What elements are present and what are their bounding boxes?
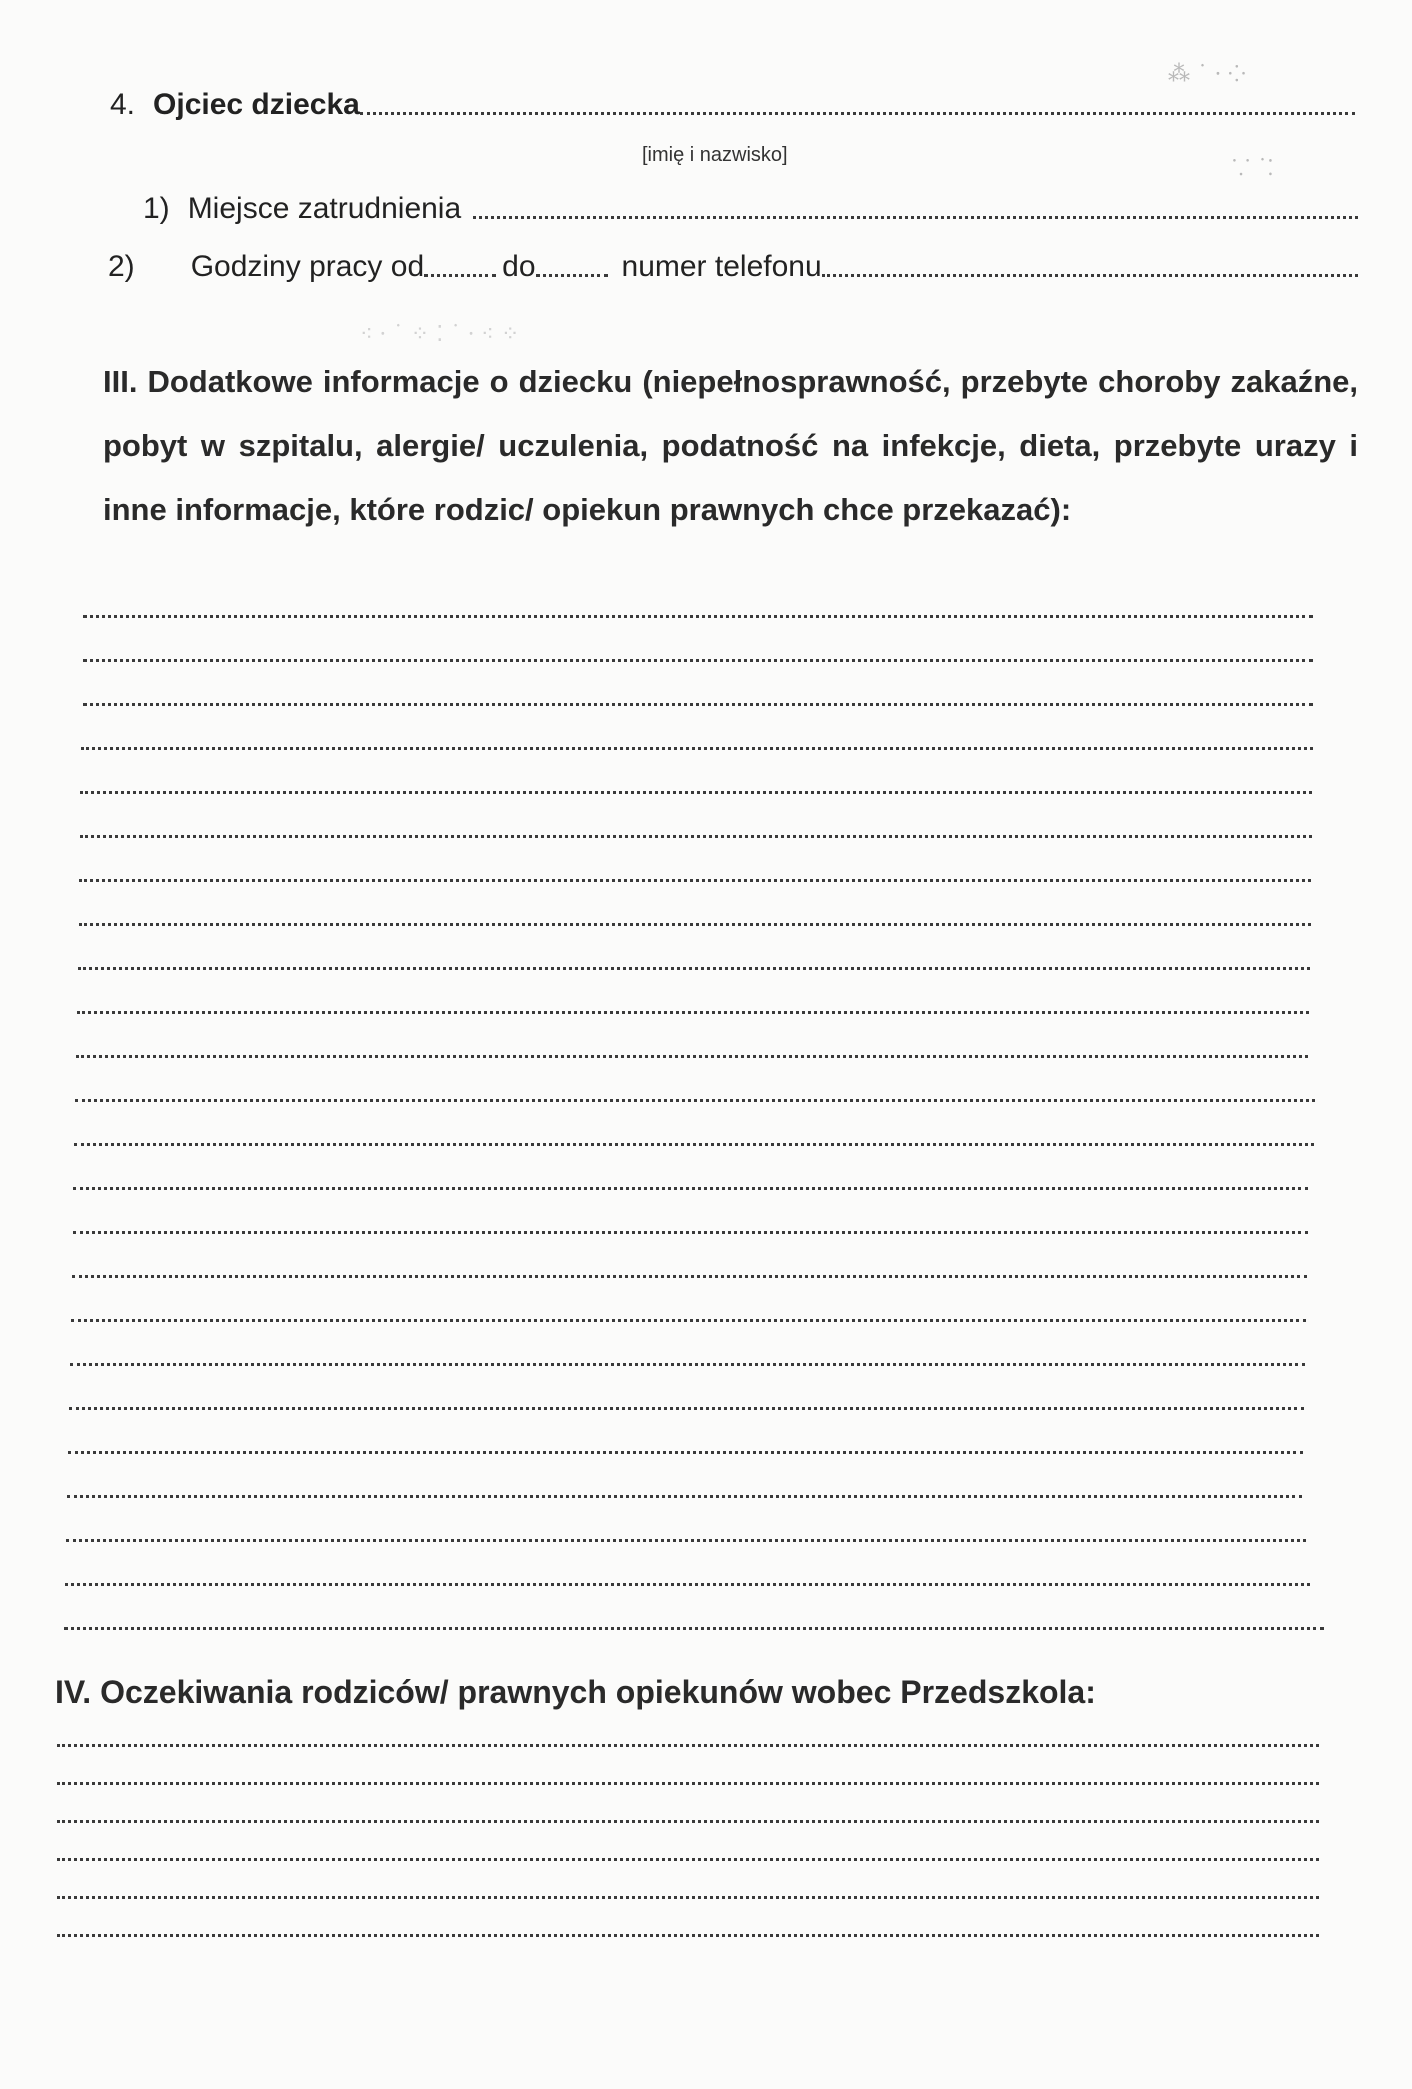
- answer-line[interactable]: [75, 1099, 1315, 1102]
- workplace-number: 1): [143, 192, 170, 225]
- answer-line[interactable]: [83, 615, 1313, 618]
- workplace-label: Miejsce zatrudnienia: [187, 192, 462, 225]
- hours-from-label: Godziny pracy od: [190, 250, 425, 283]
- answer-line[interactable]: [57, 1820, 1319, 1823]
- answer-line[interactable]: [73, 1231, 1308, 1234]
- workplace-field[interactable]: [473, 216, 1358, 219]
- father-label: Ojciec dziecka: [153, 88, 360, 121]
- phone-label: numer telefonu: [621, 250, 822, 283]
- father-name-hint: [imię i nazwisko]: [642, 144, 788, 166]
- answer-line[interactable]: [73, 1187, 1308, 1190]
- hours-to-field[interactable]: [536, 274, 608, 277]
- workplace-row: [143, 180, 1358, 226]
- answer-line[interactable]: [68, 1451, 1303, 1454]
- answer-line[interactable]: [78, 967, 1310, 970]
- answer-line[interactable]: [69, 1407, 1304, 1410]
- scan-mark: ⸪ ˙⁚: [1232, 156, 1273, 181]
- answer-line[interactable]: [79, 923, 1311, 926]
- answer-line[interactable]: [81, 747, 1313, 750]
- answer-line[interactable]: [70, 1363, 1305, 1366]
- scan-mark: ⁖ ⸱ ˙ ⁘ ⁚ ˙ ⸱ ⁖ ⁘: [360, 322, 520, 347]
- scan-mark: ⁂ ˙ ⸱ ⁘: [1168, 62, 1246, 87]
- answer-line[interactable]: [67, 1495, 1302, 1498]
- answer-line[interactable]: [72, 1275, 1307, 1278]
- answer-line[interactable]: [57, 1858, 1319, 1861]
- answer-line[interactable]: [83, 703, 1313, 706]
- answer-line[interactable]: [65, 1583, 1310, 1586]
- answer-line[interactable]: [79, 879, 1311, 882]
- father-number: 4.: [110, 88, 136, 121]
- answer-line[interactable]: [64, 1627, 1324, 1630]
- answer-line[interactable]: [74, 1143, 1314, 1146]
- answer-line[interactable]: [76, 1055, 1308, 1058]
- hours-number: 2): [108, 250, 135, 283]
- answer-line[interactable]: [57, 1744, 1319, 1747]
- answer-line[interactable]: [66, 1539, 1306, 1542]
- section-4-heading: IV. Oczekiwania rodziców/ prawnych opiekunów wobec Przedszkola:: [55, 1674, 1096, 1710]
- answer-line[interactable]: [71, 1319, 1306, 1322]
- hours-row: [108, 236, 1358, 284]
- answer-line[interactable]: [77, 1011, 1309, 1014]
- hours-from-field[interactable]: [424, 274, 496, 277]
- answer-line[interactable]: [80, 835, 1312, 838]
- answer-line[interactable]: [80, 791, 1312, 794]
- father-name-field[interactable]: [360, 112, 1355, 115]
- answer-line[interactable]: [57, 1782, 1319, 1785]
- phone-field[interactable]: [822, 274, 1358, 277]
- answer-line[interactable]: [57, 1934, 1319, 1937]
- answer-line[interactable]: [57, 1896, 1319, 1899]
- answer-line[interactable]: [83, 659, 1313, 662]
- hours-to-label: do: [502, 250, 536, 283]
- section-3-heading: III. Dodatkowe informacje o dziecku (niepełnosprawność, przebyte choroby zakaźne, pobyt w szpitalu, alergie/ uczulenia, podatność na infekcje, dieta, przebyte urazy i inne informacje, które rodzic/ opiekun prawnych chce przekazać):: [103, 364, 1358, 527]
